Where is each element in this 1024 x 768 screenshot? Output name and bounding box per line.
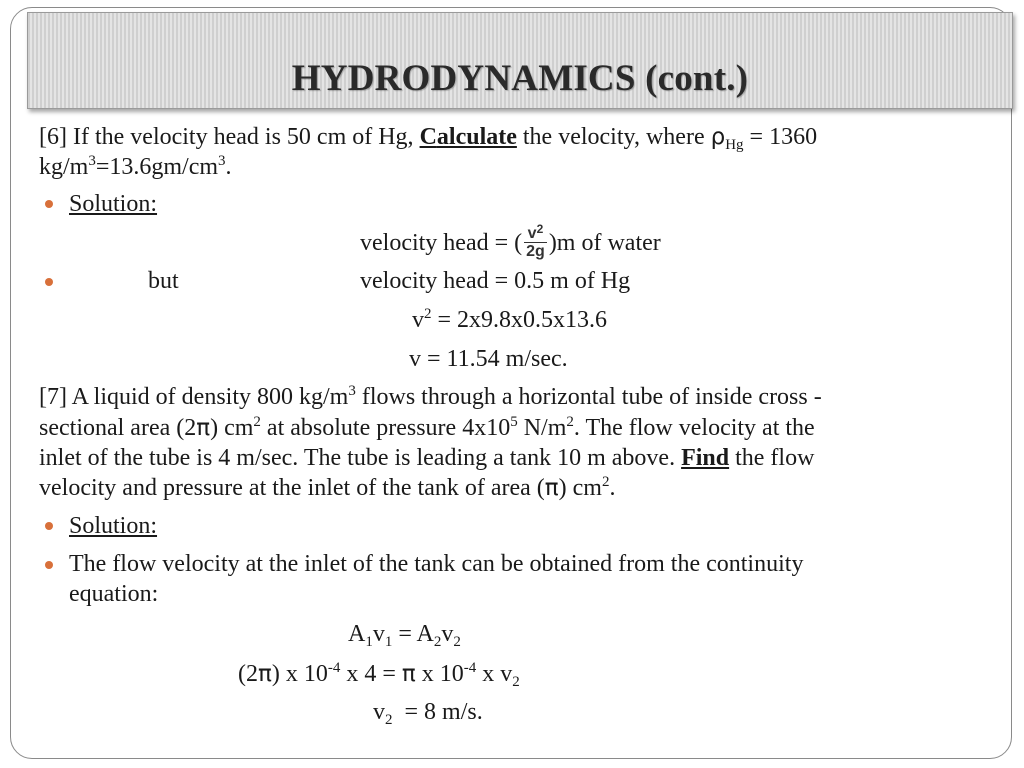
ce-v1: v — [372, 621, 385, 647]
p6-period: . — [225, 154, 232, 180]
problem-7-line-1 — [39, 382, 822, 412]
cs-e: x v — [476, 661, 513, 687]
ce-v2: v — [441, 621, 454, 647]
calculate-keyword: alculate — [436, 124, 517, 150]
problem-7-line-2 — [39, 413, 815, 443]
p6-unit-a: kg/m — [39, 154, 89, 180]
p6-value: = 1360 — [743, 124, 818, 150]
res-s2: 2 — [385, 712, 393, 728]
ce-s1b: 1 — [384, 634, 393, 650]
continuity-intro: The flow velocity at the inlet of the tank can be obtained from the continuity — [69, 551, 804, 577]
page-title: HYDRODYNAMICS (cont.) — [291, 58, 749, 99]
v-result: v = 11.54 m/sec. — [409, 346, 568, 372]
cs-d: x 10 — [415, 661, 464, 687]
v2-rhs: = 2x9.8x0.5x13.6 — [431, 307, 608, 333]
ce-A1: A — [348, 621, 366, 647]
find-keyword: Find — [681, 445, 730, 471]
v2-sup: 2 — [424, 306, 432, 322]
p6-prefix: [6] If the velocity head is 50 cm of Hg, — [39, 124, 420, 150]
p7-e: at absolute pressure 4x10 — [260, 415, 511, 441]
frac-num — [524, 221, 547, 243]
but-word: but — [148, 268, 179, 294]
p7-a: [7] A liquid of density 800 kg/m — [39, 384, 349, 410]
res-v: v — [373, 699, 385, 725]
p6-mid: the velocity, where — [516, 124, 711, 150]
p7-l: . — [609, 475, 616, 501]
title-bar — [27, 12, 1013, 109]
frac-num-sup: 2 — [536, 221, 544, 236]
pi-symbol: π — [196, 415, 211, 441]
p6-unit-b: =13.6gm/cm — [95, 154, 219, 180]
p7-j: velocity and pressure at the inlet of the tank of area ( — [39, 475, 545, 501]
vh-right: )m of water — [548, 230, 661, 256]
p7-sup5: 5 — [510, 414, 518, 430]
p7-d: ) cm — [210, 415, 254, 441]
frac-num-v: v — [527, 224, 537, 242]
v2-v: v — [412, 307, 424, 333]
ce-s2b: 2 — [453, 634, 461, 650]
p7-sup2c: 2 — [601, 474, 610, 490]
continuity-substitution — [238, 659, 520, 689]
ce-eq: = A — [392, 621, 434, 647]
solution-label-1: Solution: — [69, 191, 158, 217]
cs-exp: -4 — [327, 660, 341, 676]
cs-s2: 2 — [512, 674, 520, 690]
p7-h: inlet of the tube is 4 m/sec. The tube is leading a tank 10 m above. — [39, 445, 682, 471]
cs-pi-2: π — [401, 661, 416, 687]
bullet-icon — [45, 522, 53, 530]
problem-7-line-4 — [39, 473, 615, 503]
p7-f: N/m — [517, 415, 567, 441]
p7-i: the flow — [729, 445, 815, 471]
rho-symbol: ρ — [710, 124, 726, 150]
p7-k: ) cm — [558, 475, 602, 501]
frac-den: 2g — [526, 242, 545, 260]
ce-s1: 1 — [365, 634, 373, 650]
p7-g: . The flow velocity at the — [573, 415, 815, 441]
res-rest: = 8 m/s. — [392, 699, 483, 725]
problem-6-line-2 — [39, 152, 232, 182]
calculate-c: C — [419, 124, 437, 150]
cs-c: x 4 = — [340, 661, 402, 687]
problem-6-line-1 — [39, 122, 817, 152]
p7-c: sectional area (2 — [39, 415, 197, 441]
velocity-head-hg: velocity head = 0.5 m of Hg — [360, 268, 631, 294]
solution-label-2: Solution: — [69, 513, 158, 539]
cs-a: (2 — [238, 661, 258, 687]
cs-b: ) x 10 — [271, 661, 328, 687]
v2-over-2g-fraction — [524, 221, 547, 260]
p7-sup2: 2 — [253, 414, 261, 430]
continuity-intro-2: equation: — [69, 581, 159, 607]
problem-7-line-3 — [39, 443, 814, 473]
cs-exp-2: -4 — [463, 660, 477, 676]
p7-sup2b: 2 — [566, 414, 574, 430]
p7-sup3: 3 — [348, 383, 356, 399]
bullet-icon — [45, 200, 53, 208]
sup-3b: 3 — [218, 153, 226, 169]
pi-symbol-2: π — [544, 475, 559, 501]
continuity-equation — [348, 619, 461, 649]
p7-b: flows through a horizontal tube of inside cross - — [355, 384, 822, 410]
ce-s2: 2 — [433, 634, 442, 650]
vh-left: velocity head = ( — [360, 230, 523, 256]
cs-pi: π — [258, 661, 272, 687]
v2-result — [373, 697, 483, 727]
rho-subscript: Hg — [725, 137, 744, 153]
sup-3: 3 — [88, 153, 96, 169]
v-squared-equation — [412, 305, 607, 335]
bullet-icon — [45, 561, 53, 569]
bullet-icon — [45, 278, 53, 286]
velocity-head-formula — [360, 221, 661, 260]
